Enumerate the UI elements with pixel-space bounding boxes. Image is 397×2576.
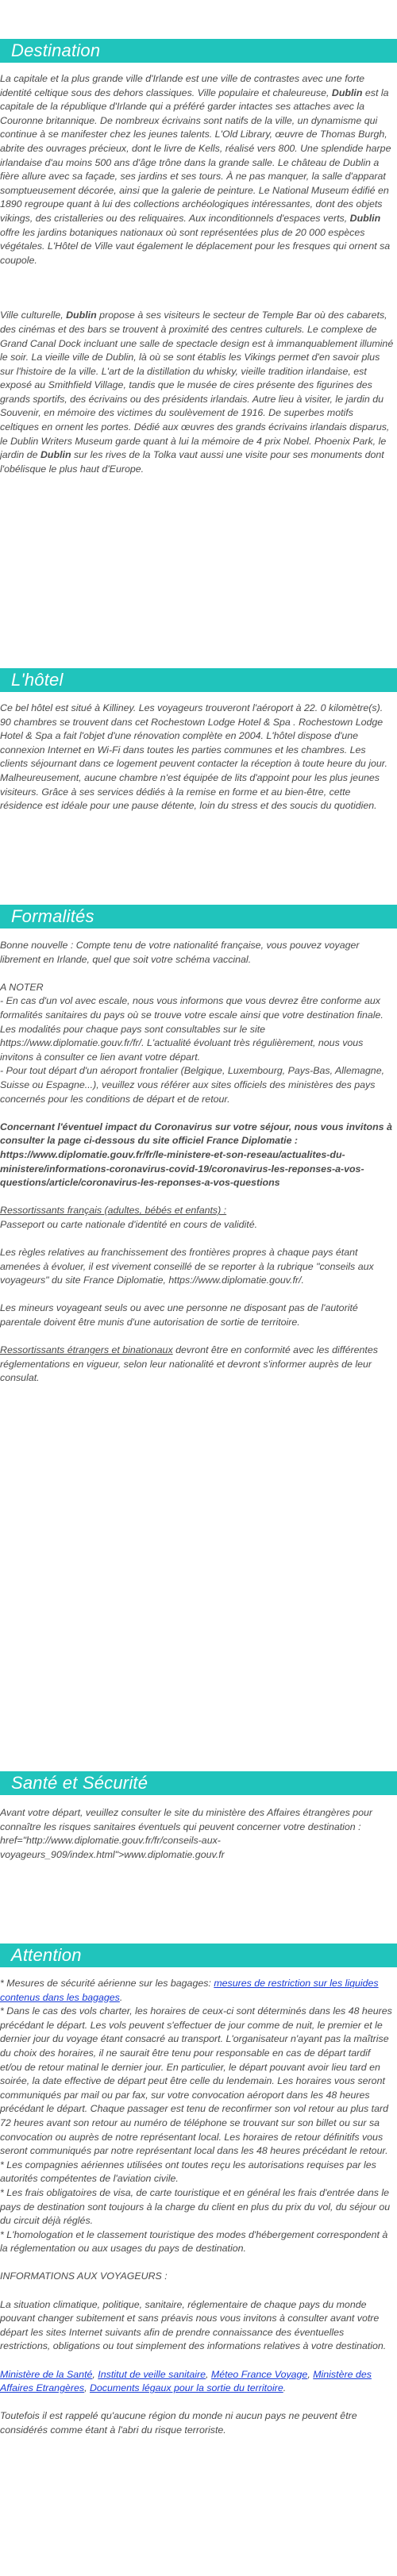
destination-paragraph-1: La capitale et la plus grande ville d'Irlande est une ville de contrastes avec une forte identité celtique sous des dehors classiques. Ville populaire et chaleureuse, Dublin est la capitale de la république d'Irlande qui a préféré garder intactes ses attaches avec la Couronne britannique. De nombreux écrivains sont natifs de la ville, un dynamisme qui continue à se manifester chez les jeunes talents. L'Old Library, œuvre de Thomas Burgh, abrite des ouvrages précieux, dont le livre de Kells, réalisé vers 800. Une splendide harpe irlandaise d'au moins 500 ans d'âge trône dans la grande salle. Le château de Dublin a fière allure avec sa façade, ses jardins et ses tours. À ne pas manquer, la salle d'apparat somptueusement décorée, ainsi que la galerie de peinture. Le National Museum édifié en 1890 regroupe quant à lui des collections archéologiques intéressantes, dont des objets vikings, des cristalleries ou des reliquaires. Aux inconditionnels d'espaces verts, Dublin offre les jardins botaniques nationaux où sont représentées plus de 20 000 espèces végétales. L'Hôtel de Ville vaut également le déplacement pour les fresques qui ornent sa coupole. (0, 73, 391, 266)
formalites-intro: Bonne nouvelle : Compte tenu de votre nationalité française, vous pouvez voyager librement en Irlande, quel que soit votre schéma vaccinal. (0, 940, 360, 965)
foreign-nationals: Ressortissants étrangers et binationaux devront être en conformité avec les différentes réglementations en vigueur, selon leur nationalité et devront s'informer auprès de leur consulat. (0, 1344, 378, 1384)
attention-body (0, 1977, 394, 2438)
liquids-restriction-link[interactable]: mesures de restriction sur les liquides contenus dans les bagages (0, 1978, 379, 2003)
hotel-paragraph: Ce bel hôtel est situé à Killiney. Les voyageurs trouveront l'aéroport à 22. 0 kilomètre(s). 90 chambres se trouvent dans cet Rochestown Lodge Hotel & Spa . Rochestown Lodge Hotel & Spa a fait l'objet d'une rénovation complète en 2004. L'hôtel dispose d'une connexion Internet en Wi-Fi dans toutes les parties communes et les chambres. Les clients séjournant dans ce logement peuvent contacter la réception à toute heure du jour. Malheureusement, aucune chambre n'est équipée de lits d'appoint pour les plus jeunes visiteurs. Grâce à ses services dédiés à la remise en forme et au bien-être, cette résidence est idéale pour une pause détente, loin du stress et des soucis du quotidien. (0, 702, 387, 812)
sante-body (0, 1806, 394, 1862)
luggage-measures: * Mesures de sécurité aérienne sur les bagages: mesures de restriction sur les liquides contenus dans les bagages. (0, 1978, 379, 2003)
minors-rule: Les mineurs voyageant seuls ou avec une personne ne disposant pas de l'autorité parentale doivent être munis d'une autorisation de sortie de territoire. (0, 1302, 358, 1328)
link-meteo-france[interactable]: Méteo France Voyage (210, 2368, 308, 2380)
charter-flights: * Dans le cas des vols charter, les horaires de ceux-ci sont déterminés dans les 48 heures précédant le départ. Les vols peuvent s'effectuer de jour comme de nuit, le premier et le dernier jour du voyage étant consacré au transport. L'organisateur n'ayant pas la maîtrise du choix des horaires, il ne saurait être tenu pour responsable en cas de départ tardif et/ou de retour matinal le dernier jour. En particulier, le départ pouvant avoir lieu tard en soirée, la date effective de départ peut être celle du lendemain. Les horaires vous seront communiqués par mail ou par fax, sur votre convocation aéroport dans les 48 heures précédant le départ. Chaque passager est tenu de reconfirmer son vol retour au plus tard 72 heures avant son retour au numéro de téléphone se trouvant sur son billet ou sur sa convocation ou auprès de notre représentant local. Les horaires de retour définitifs vous seront communiqués par notre représentant local dans les 48 heures précédant le retour. (0, 2005, 392, 2157)
mandatory-fees: * Les frais obligatoires de visa, de carte touristique et en général les frais d'entrée dans le pays de destination sont toujours à la charge du client en plus du prix du vol, du séjour ou du circuit déjà réglés. (0, 2186, 391, 2227)
terrorism-notice: Toutefois il est rappelé qu'aucune région du monde ni aucun pays ne peuvent être considérés comme étant à l'abri du risque terroriste. (0, 2410, 357, 2436)
sante-text: Avant votre départ, veuillez consulter le site du ministère des Affaires étrangères pour connaître les risques sanitaires éventuels qui peuvent concerner votre destination : href="http://www.diplomatie.gouv.fr/fr/conseils-aux-voyageurs_909/index.html">www.diplomatie.gouv.fr (0, 1807, 373, 1860)
note-line: - En cas d'un vol avec escale, nous vous informons que vous devrez être conforme aux formalités sanitaires du pays où se trouve votre escale ainsi que votre destination finale. (0, 995, 384, 1021)
hotel-heading: L'hôtel (0, 668, 397, 692)
hotel-body (0, 702, 394, 813)
city-name: Dublin (331, 87, 363, 98)
formalites-heading: Formalités (0, 905, 397, 929)
link-foreign-affairs[interactable]: Ministère des Affaires Etrangères (0, 2368, 372, 2394)
formalites-body (0, 939, 394, 1386)
note-line: Les modalités pour chaque pays sont consultables sur le site https://www.diplomatie.gouv.fr/fr/. L'actualité évoluant très régulièrement, nous vous invitons à consulter ce lien avant votre départ. (0, 1023, 364, 1063)
city-name: Dublin (40, 449, 71, 461)
note-title: A NOTER (0, 981, 44, 993)
destination-paragraph-2: Ville culturelle, Dublin propose à ses visiteurs le secteur de Temple Bar où des cabarets, des cinémas et des bars se trouvent à proximité des centres culturels. Le complexe de Grand Canal Dock incluant une salle de spectacle design est à immanquablement illuminé le soir. La vieille ville de Dublin, là où se sont établis les Vikings permet d'en savoir plus sur l'histoire de la ville. L'art de la distillation du whisky, vieille tradition irlandaise, est exposé au Smithfield Village, tandis que le musée de cires présente des figurines des grands sportifs, des écrivains ou des présidents irlandais. Autre lieu à visiter, le jardin du Souvenir, en mémoire des victimes du soulèvement de 1916. De superbes motifs celtiques en ornent les portes. Dédié aux œuvres des grands écrivains irlandais disparus, le Dublin Writers Museum garde quant à lui la mémoire de 4 prix Nobel. Phoenix Park, le jardin de Dublin sur les rives de la Tolka vaut aussi une visite pour ses monuments dont l'obélisque le plus haut d'Europe. (0, 310, 394, 475)
french-nationals-title: Ressortissants français (adultes, bébés et enfants) : (0, 1205, 227, 1217)
city-name: Dublin (66, 310, 97, 321)
destination-heading: Destination (0, 39, 397, 63)
info-travellers-text: La situation climatique, politique, sanitaire, réglementaire de chaque pays du monde pouvant changer subitement et sans préavis nous vous invitons à consulter avant votre départ les sites Internet suivants afin de prendre connaissance des éventuelles restrictions, obligations ou tout simplement des informations relatives à votre destination. (0, 2298, 387, 2352)
link-health-watch[interactable]: Institut de veille sanitaire (98, 2368, 206, 2380)
airlines-authorizations: * Les compagnies aériennes utilisées ont toutes reçu les autorisations requises par les autorités compétentes de l'aviation civile. (0, 2159, 376, 2185)
accommodation-classification: * L'homologation et le classement touristique des modes d'hébergement correspondent à la réglementation ou aux usages du pays de destination. (0, 2228, 388, 2255)
city-name: Dublin (349, 212, 381, 224)
attention-heading: Attention (0, 1944, 397, 1967)
sante-heading: Santé et Sécurité (0, 1771, 397, 1795)
link-legal-documents[interactable]: Documents légaux pour la sortie du territoire (89, 2382, 283, 2394)
link-health-ministry[interactable]: Ministère de la Santé (0, 2368, 93, 2380)
destination-body (0, 72, 394, 476)
info-travellers-title: INFORMATIONS AUX VOYAGEURS : (0, 2270, 168, 2282)
border-rules: Les règles relatives au franchissement des frontières propres à chaque pays étant amenées à évoluer, il est vivement conseillé de se reporter à la rubrique "conseils aux voyageurs" du site France Diplomatie, https://www.diplomatie.gouv.fr/. (0, 1247, 374, 1286)
note-line: - Pour tout départ d'un aéroport frontalier (Belgique, Luxembourg, Pays-Bas, Allemagne, Suisse ou Espagne...), veuillez vous référer aux sites officiels des ministères des pays concernés pour les conditions de départ et de retour. (0, 1065, 385, 1105)
official-links: Ministère de la Santé, Institut de veille sanitaire, Méteo France Voyage, Ministère des Affaires Etrangères, Documents légaux pour la sortie du territoire. (0, 2368, 372, 2394)
covid-notice: Concernant l'éventuel impact du Coronavirus sur votre séjour, nous vous invitons à consulter la page ci-dessous du site officiel France Diplomatie : https://www.diplomatie.gouv.fr/fr/le-ministere-et-son-reseau/actualites-du-ministere/informations-coronavirus-covid-19/coronavirus-les-reponses-a-vos-questions/article/coronavirus-les-reponses-a-vos-questions (0, 1121, 392, 1189)
french-nationals-text: Passeport ou carte nationale d'identité en cours de validité. (0, 1218, 258, 1230)
